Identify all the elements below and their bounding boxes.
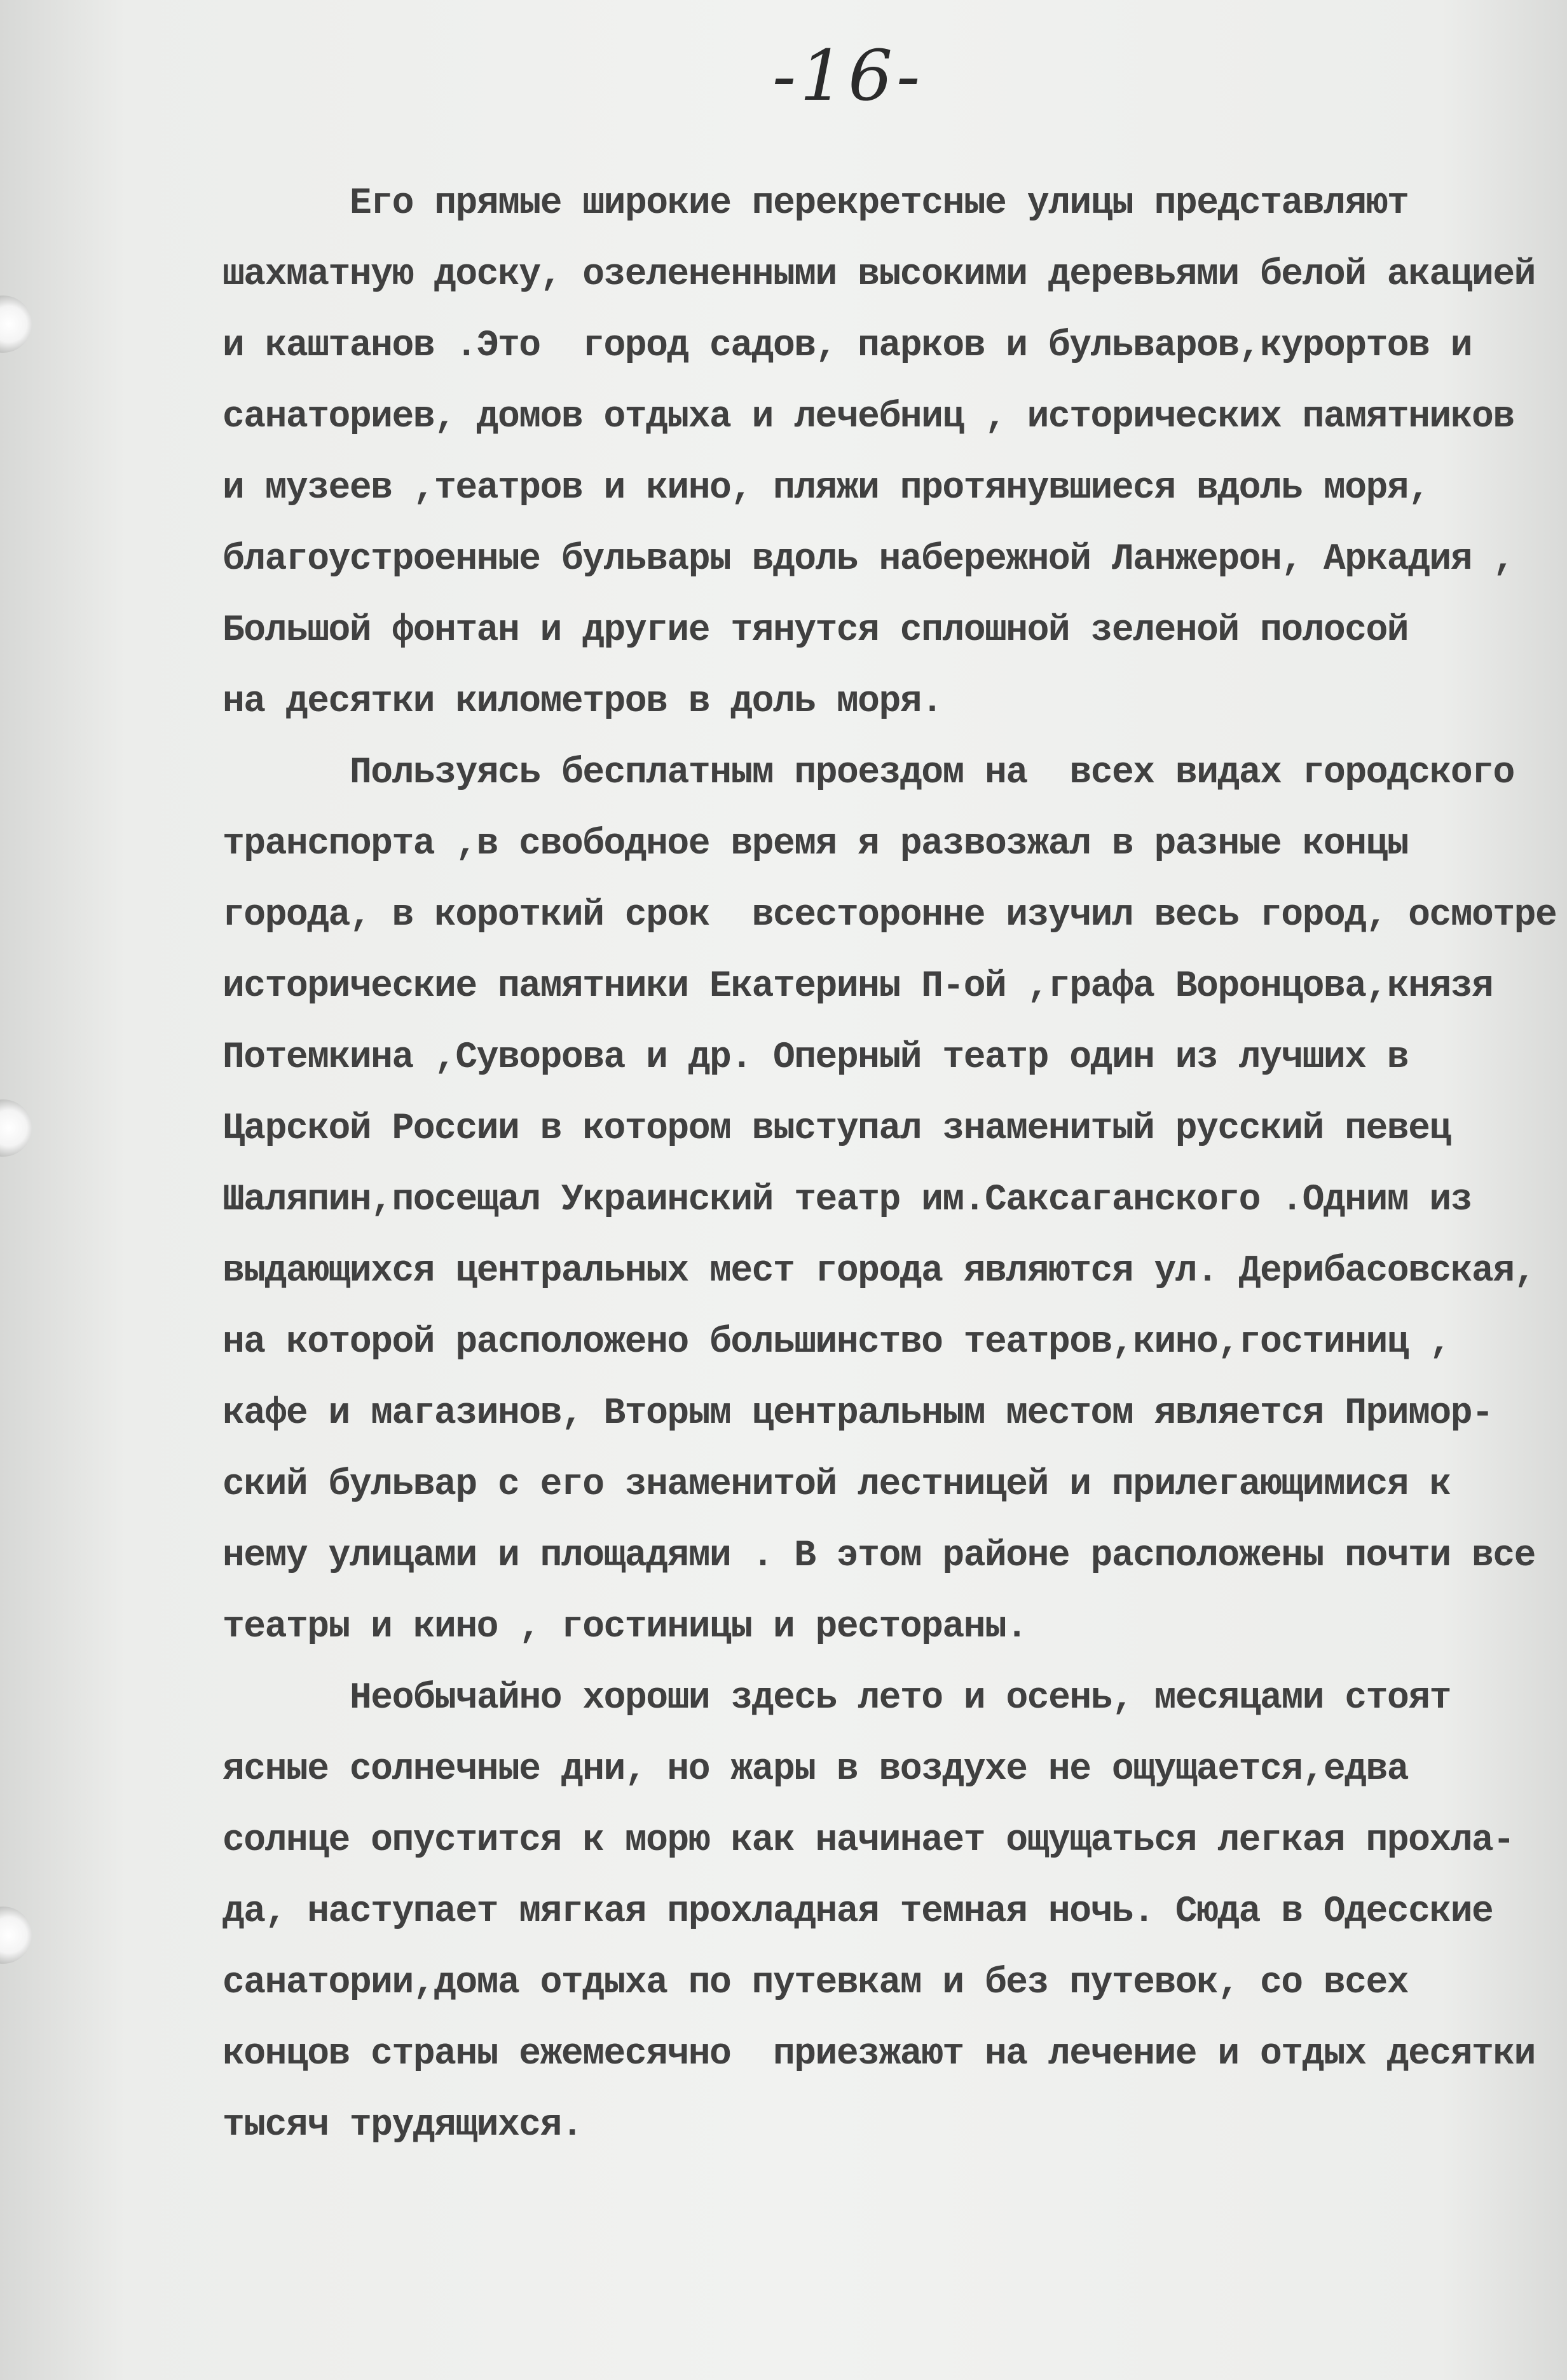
paragraph-2 — [222, 738, 1557, 1663]
body-text — [222, 168, 1557, 2161]
paragraph-3 — [222, 1663, 1557, 2161]
text-line: исторические памятники Екатерины П-ой ,графа Воронцова,князя — [222, 966, 1493, 1007]
text-line: нему улицами и площадями . В этом районе расположены почти все — [222, 1535, 1535, 1577]
text-line: Большой фонтан и другие тянутся сплошной зеленой полосой — [222, 610, 1409, 651]
page-number: -16- — [772, 35, 924, 116]
text-line: Царской России в котором выступал знаменитый русский певец — [222, 1108, 1451, 1150]
text-line: санаториев, домов отдыха и лечебниц , исторических памятников — [222, 397, 1514, 438]
text-line: тысяч трудящихся. — [222, 2105, 583, 2146]
text-line: санатории,дома отдыха по путевкам и без путевок, со всех — [222, 1962, 1409, 2004]
text-line: кафе и магазинов, Вторым центральным местом является Примор- — [222, 1393, 1493, 1434]
text-line: на которой расположено большинство театров,кино,гостиниц , — [222, 1322, 1451, 1363]
text-line: театры и кино , гостиницы и рестораны. — [222, 1607, 1027, 1648]
text-line: Пользуясь бесплатным проездом на всех видах городского — [350, 752, 1514, 794]
text-line: солнце опустится к морю как начинает ощущаться легкая прохла- — [222, 1820, 1514, 1861]
text-line: ясные солнечные дни, но жары в воздухе не ощущается,едва — [222, 1749, 1409, 1790]
paragraph-1 — [222, 168, 1557, 738]
text-line: ский бульвар с его знаменитой лестницей и прилегающимися к — [222, 1464, 1451, 1506]
text-line: концов страны ежемесячно приезжают на лечение и отдых десятки — [222, 2034, 1535, 2075]
text-line: и каштанов .Это город садов, парков и бульваров,курортов и — [222, 325, 1472, 367]
text-line: транспорта ,в свободное время я развозжал в разные концы — [222, 824, 1409, 865]
text-line: благоустроенные бульвары вдоль набережной Ланжерон, Аркадия , — [222, 539, 1514, 580]
text-line: Шаляпин,посещал Украинский театр им.Саксаганского .Одним из — [222, 1180, 1472, 1221]
text-line: и музеев ,театров и кино, пляжи протянувшиеся вдоль моря, — [222, 468, 1430, 509]
text-line: города, в короткий срок всесторонне изучил весь город, осмотре — [222, 895, 1557, 936]
text-line: Его прямые широкие перекретсные улицы представляют — [350, 183, 1409, 224]
punch-hole — [0, 1907, 32, 1964]
punch-hole — [0, 296, 32, 353]
text-line: шахматную доску, озелененными высокими деревьями белой акацией — [222, 254, 1535, 296]
text-line: Необычайно хороши здесь лето и осень, месяцами стоят — [350, 1678, 1451, 1719]
text-line: на десятки километров в доль моря. — [222, 681, 943, 723]
text-line: да, наступает мягкая прохладная темная ночь. Сюда в Одесские — [222, 1891, 1493, 1933]
text-line: Потемкина ,Суворова и др. Оперный театр один из лучших в — [222, 1037, 1409, 1078]
punch-hole — [0, 1099, 32, 1157]
text-line: выдающихся центральных мест города являются ул. Дерибасовская, — [222, 1251, 1535, 1292]
